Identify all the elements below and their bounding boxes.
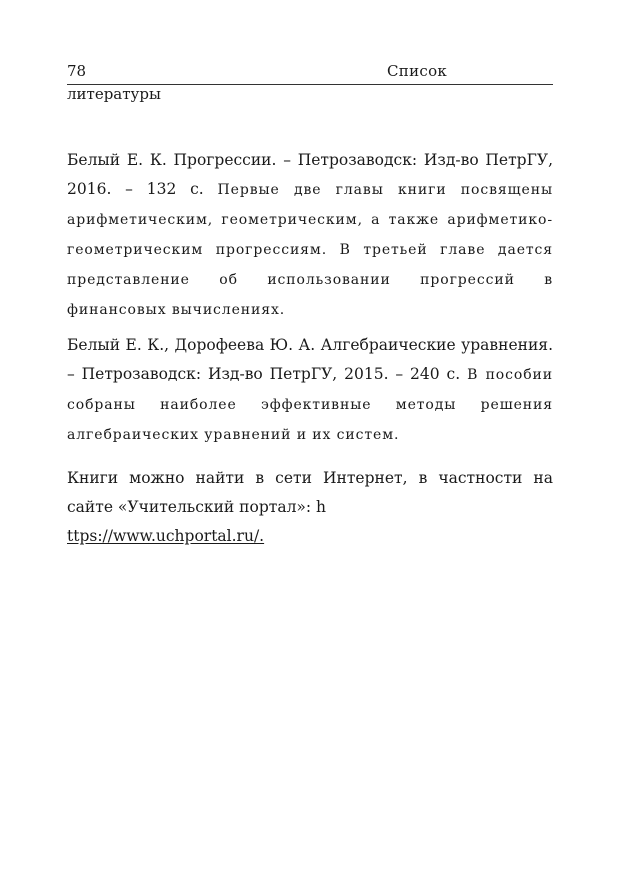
bibliography-entry [67, 146, 553, 325]
bibliography [67, 146, 553, 567]
portal-link[interactable]: ttps://www.uchportal.ru/. [67, 527, 265, 545]
page-number: 78 [67, 62, 87, 80]
running-title-continuation: литературы [67, 85, 161, 103]
note-text: Книги можно найти в сети Интернет, в частности на сайте «Учительский портал»: h [67, 469, 553, 516]
bibliography-entry [67, 331, 553, 450]
page-header [67, 60, 553, 85]
running-title: Список [387, 62, 448, 80]
internet-note [67, 464, 553, 551]
entry-citation: Белый Е. К. Прогрессии. – Петрозаводск: Изд-во ПетрГУ, 2016. – 132 с. [67, 151, 553, 198]
entry-citation: Белый Е. К., Дорофеева Ю. А. Алгебраические уравнения. – Петрозаводск: Изд-во ПетрГУ, 2015. – 240 с. [67, 336, 553, 383]
entry-description: Первые две главы книги посвящены арифметическим, геометрическим, а также арифметико-геометрическим прогрессиям. В третьей главе дается представление об использовании прогрессий в финансовых вычислениях. [67, 182, 553, 318]
entry-description: В пособии собраны наиболее эффективные методы решения алгебраических уравнений и их систем. [67, 367, 553, 443]
